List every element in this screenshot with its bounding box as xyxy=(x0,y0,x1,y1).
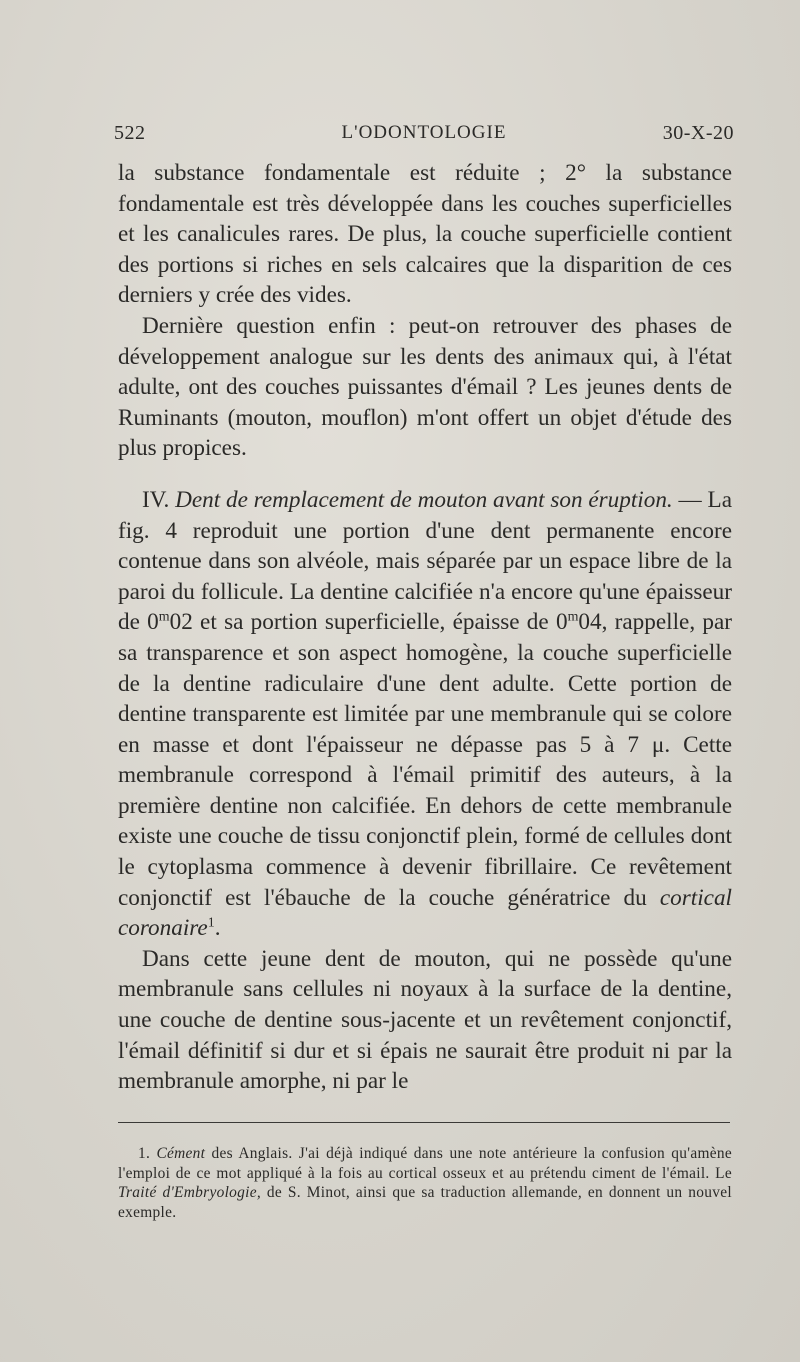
paragraph-4: Dans cette jeune dent de mouton, qui ne possède qu'une membranule sans cellules ni noyaux à la surface de la dentine, une couche de dentine sous-jacente et un revêtement conjonctif, l'émail définitif si dur et si épais ne saurait être produit ni par la membranule amorphe, ni par le xyxy=(118,945,732,1095)
running-header xyxy=(114,122,734,152)
issue-date: 30-X-20 xyxy=(662,122,734,144)
paragraph-2: Dernière question enfin : peut-on retrouver des phases de développement analogue sur les dents des animaux qui, à l'état adulte, ont des couches puissantes d'émail ? Les jeunes dents de Ruminants (mouton, mouflon) m'ont offert un objet d'étude des plus propices. xyxy=(118,312,732,462)
footnote-divider xyxy=(118,1122,730,1123)
section-number: IV. xyxy=(142,486,170,513)
italic-term: cortical coronaire xyxy=(118,884,732,942)
body-text xyxy=(118,158,732,1097)
section-title: Dent de remplacement de mouton avant son éruption. xyxy=(175,486,673,513)
footnote-reference: 1 xyxy=(207,915,215,931)
footnote-number: 1. xyxy=(138,1145,151,1162)
page-number: 522 xyxy=(114,122,146,144)
footnote: 1. Cément des Anglais. J'ai déjà indiqué dans une note antérieure la confusion qu'amène l'emploi de ce mot appliqué à la fois au cortical osseux et au prétendu ciment de l'émail. Le Traité d'Embryologie, de S. Minot, ainsi que sa traduction allemande, en donnent un nouvel exemple. xyxy=(118,1145,732,1221)
paragraph-3: IV. Dent de remplacement de mouton avant son éruption. — La fig. 4 reproduit une portion d'une dent permanente encore contenue dans son alvéole, mais séparée par un espace libre de la paroi du follicule. La dentine calcifiée n'a encore qu'une épaisseur de 0$^m$02 et sa portion superficielle, épaisse de 0$^m$04, rappelle, par sa transparence et son aspect homogène, la couche superficielle de la dentine radiculaire d'une dent adulte. Cette portion de dentine transparente est limitée par une membranule qui se colore en masse et dont l'épaisseur ne dépasse pas 5 à 7 μ. Cette membranule correspond à l'émail primitif des auteurs, à la première dentine non calcifiée. En dehors de cette membranule existe une couche de tissu conjonctif plein, formé de cellules dont le cytoplasma commence à devenir fibrillaire. Ce revêtement conjonctif est l'ébauche de la couche génératrice du cortical coronaire$^1$. xyxy=(118,486,732,942)
paragraph-1: la substance fondamentale est réduite ; 2° la substance fondamentale est très développée dans les couches superficielles et les canalicules rares. De plus, la couche superficielle contient des portions si riches en sels calcaires que la disparition de ces derniers y crée des vides. xyxy=(118,160,732,309)
journal-title: L'ODONTOLOGIE xyxy=(341,122,507,143)
